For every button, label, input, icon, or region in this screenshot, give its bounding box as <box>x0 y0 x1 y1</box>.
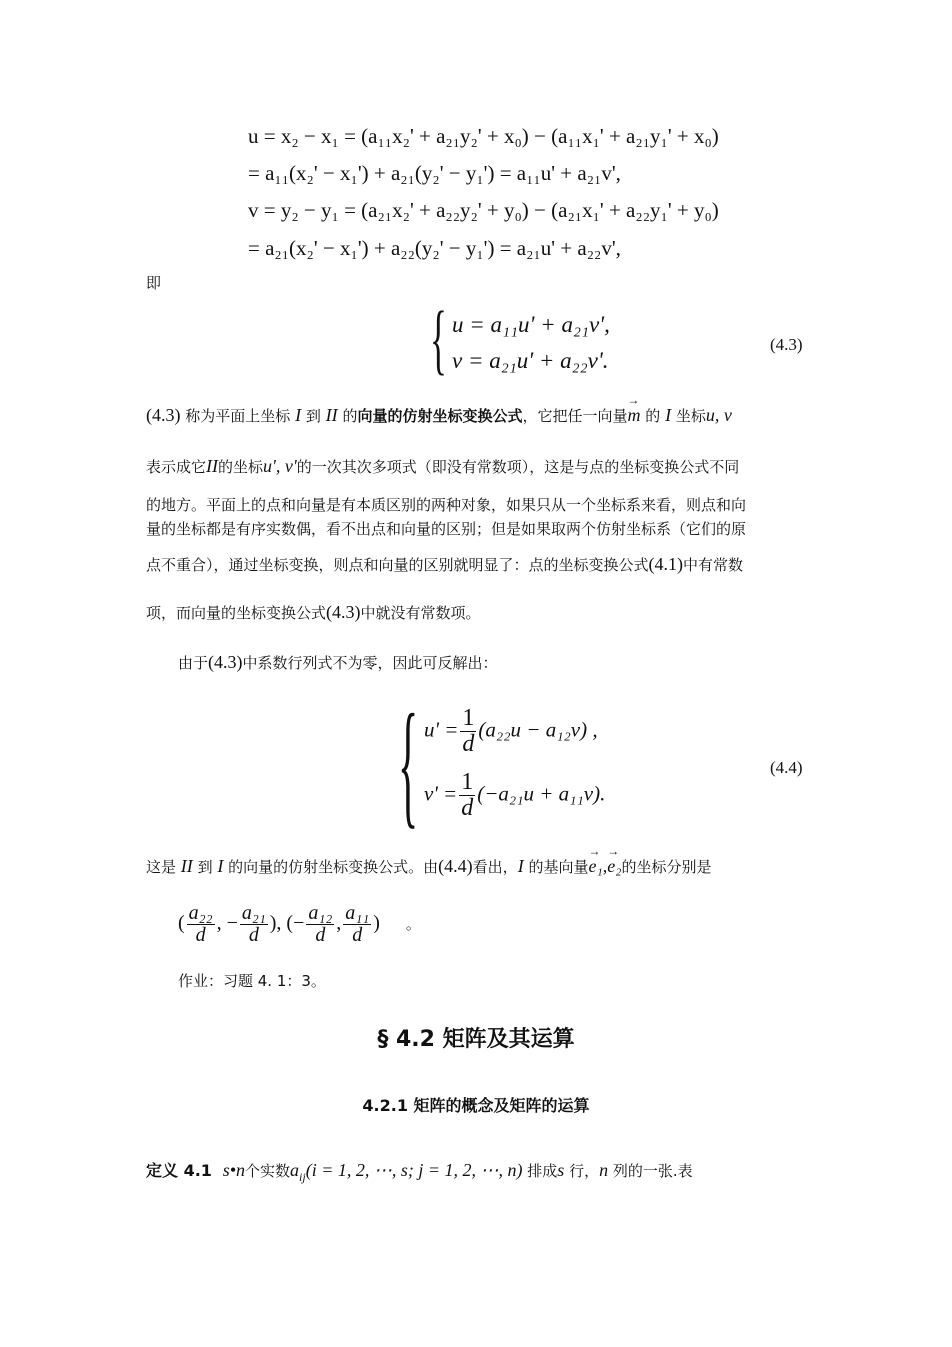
eq-4-3-line-1: u = a₁₁u' + a₂₁v', <box>452 312 610 337</box>
s-dot-n: s•n <box>222 1160 246 1180</box>
text: 的基向量 <box>528 858 589 876</box>
fraction <box>459 770 475 821</box>
fraction <box>306 903 334 946</box>
paren: ) <box>373 912 380 935</box>
coord-I: I <box>295 405 302 425</box>
base-vector-coords <box>178 903 421 946</box>
coord-I: I <box>665 405 672 425</box>
brace-4-3: { <box>430 295 447 382</box>
text: 到 <box>305 407 321 425</box>
para1-line4: 量的坐标都是有序实数偶，看不出点和向量的区别；但是如果取两个仿射坐标系（它们的原 <box>146 520 747 538</box>
denominator: d <box>462 731 475 758</box>
para1-line3: 的地方。平面上的点和向量是有本质区别的两种对象，如果只从一个坐标系来看，则点和向 <box>146 496 747 514</box>
sep: , <box>336 912 342 935</box>
text: 称为平面上坐标 <box>185 407 291 425</box>
text: 中系数行列式不为零，因此可反解出： <box>242 654 498 672</box>
vector-e2: → e₂ <box>607 856 621 877</box>
text: 到 <box>197 858 213 876</box>
eq-number-4-4: (4.4) <box>770 758 803 777</box>
para1-line6 <box>146 602 481 623</box>
eq-number-4-3: (4.3) <box>770 335 803 354</box>
text: 点不重合），通过坐标变换，则点和向量的区别就明显了：点的坐标变换公式 <box>146 556 649 574</box>
eq-4-4-line-2 <box>424 770 605 821</box>
denominator: d <box>248 924 259 946</box>
numerator: 1 <box>462 705 475 731</box>
paren: ( <box>178 912 185 935</box>
numerator: a₂₁ <box>241 902 266 924</box>
eq-lhs: u' = <box>424 717 459 742</box>
text: 的坐标 <box>218 458 264 476</box>
numerator: a₂₂ <box>188 902 213 924</box>
para1-line1 <box>146 405 732 426</box>
fraction <box>187 903 215 946</box>
uv-prime: u', v' <box>263 456 297 476</box>
text: 由于 <box>178 654 209 672</box>
coord-I: I <box>217 856 224 876</box>
index-range: (i = 1, 2, ⋯, s; j = 1, 2, ⋯, n) <box>305 1160 523 1180</box>
equation-line-3: v = y₂ − y₁ = (a₂₁x₂' + a₂₂y₂' + y₀) − (a₂₁x₁' + a₂₂y₁' + y₀) <box>248 198 719 222</box>
section-title: § 4.2 矩阵及其运算 <box>377 1027 575 1052</box>
eq-rhs: (−a₂₁u + a₁₁v). <box>477 781 606 806</box>
period: 。 <box>405 915 421 934</box>
homework: 作业：习题 4. 1：3。 <box>178 972 326 990</box>
para3: 这是 II 到 I 的向量的仿射坐标变换公式。由(4.4)看出，I 的基向量→ e₁,→ e₂的坐标分别是 <box>146 856 712 877</box>
para1-line2 <box>146 456 739 477</box>
fraction <box>240 903 268 946</box>
text: 中就没有常数项。 <box>360 604 481 622</box>
ref-4-3: (4.3) <box>208 652 243 672</box>
coord-II: II <box>325 405 338 425</box>
ref-4-3: (4.3) <box>146 405 181 425</box>
text: 行， <box>569 1162 600 1180</box>
para2 <box>178 652 498 673</box>
eq-4-4-line-1 <box>424 706 598 757</box>
denominator: d <box>195 924 206 946</box>
text: 这是 <box>146 858 177 876</box>
vector-e1: → e₁ <box>588 856 602 877</box>
coord-II: II <box>180 856 193 876</box>
numerator: a₁₂ <box>308 902 333 924</box>
text: 中有常数 <box>683 556 744 574</box>
denominator: d <box>315 924 326 946</box>
sep: , − <box>216 912 238 935</box>
equation-line-4: = a₂₁(x₂' − x₁') + a₂₂(y₂' − y₁') = a₂₁u' + a₂₂v', <box>248 236 621 260</box>
bold-term: 向量的仿射坐标变换公式 <box>357 407 523 425</box>
text: 的坐标分别是 <box>621 858 712 876</box>
numerator: 1 <box>461 769 474 795</box>
text: 坐标 <box>675 407 706 425</box>
coord-II: II <box>206 456 219 476</box>
text: 个实数 <box>245 1162 291 1180</box>
text: 的 <box>645 407 661 425</box>
uv: u, v <box>705 405 732 425</box>
ref-4-3: (4.3) <box>326 602 361 622</box>
text: 的 <box>342 407 358 425</box>
s: s <box>557 1160 565 1180</box>
eq-lhs: v' = <box>424 781 458 806</box>
fraction <box>460 706 476 757</box>
brace-4-4: { <box>398 686 419 841</box>
para1-line5 <box>146 554 743 575</box>
fraction <box>343 903 371 946</box>
equation-line-2: = a₁₁(x₂' − x₁') + a₂₁(y₂' − y₁') = a₁₁u' + a₂₁v', <box>248 161 621 185</box>
text: 的一次其次多项式（即没有常数项），这是与点的坐标变换公式不同 <box>296 458 740 476</box>
vector-m: → m <box>627 405 640 426</box>
text: ，它把任一向量 <box>522 407 628 425</box>
coord-I: I <box>517 856 524 876</box>
ji-text: 即 <box>146 274 162 292</box>
definition <box>146 1158 693 1184</box>
definition-label: 定义 4.1 <box>146 1161 212 1180</box>
n: n <box>599 1160 609 1180</box>
ref-4-1: (4.1) <box>648 554 684 574</box>
a-ij: a <box>290 1160 300 1180</box>
numerator: a₁₁ <box>345 902 370 924</box>
text: 的向量的仿射坐标变换公式。由 <box>228 858 439 876</box>
denominator: d <box>352 924 363 946</box>
text: 表示成它 <box>146 458 207 476</box>
ref-4-4: (4.4) <box>438 856 473 876</box>
text: 看出， <box>472 858 518 876</box>
equation-line-1: u = x₂ − x₁ = (a₁₁x₂' + a₂₁y₂' + x₀) − (a₁₁x₁' + a₂₁y₁' + x₀) <box>248 124 719 148</box>
subsection-title: 4.2.1 矩阵的概念及矩阵的运算 <box>362 1096 590 1115</box>
eq-rhs: (a₂₂u − a₁₂v) , <box>478 717 598 742</box>
sep: ), (− <box>269 912 305 935</box>
denominator: d <box>461 795 474 822</box>
text: 列的一张.表 <box>612 1162 693 1180</box>
text: 项，而向量的坐标变换公式 <box>146 604 327 622</box>
eq-4-3-line-2: v = a₂₁u' + a₂₂v'. <box>452 348 609 373</box>
a-ij-sub: ij <box>299 1170 306 1184</box>
text: 排成 <box>527 1162 558 1180</box>
